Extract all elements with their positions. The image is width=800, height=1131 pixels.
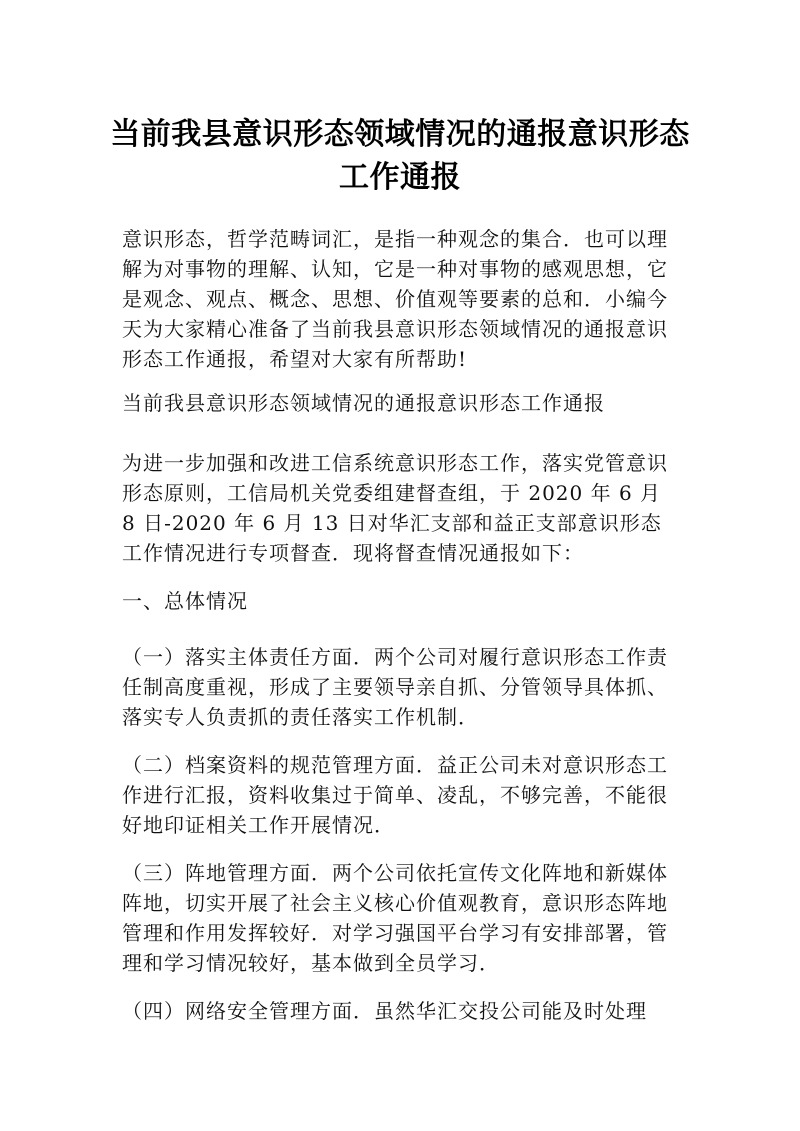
section-paragraph-archives: （二）档案资料的规范管理方面．益正公司未对意识形态工作进行汇报，资料收集过于简单、凌乱，不够完善，不能很好地印证相关工作开展情况． [122, 753, 668, 837]
notice-paragraph: 为进一步加强和改进工信系统意识形态工作，落实党管意识形态原则，工信局机关党委组建督查组，于 2020 年 6 月 8 日-2020 年 6 月 13 日对华汇支部和益正支部意识形态工作情况进行专项督查．现将督查情况通报如下： [122, 451, 668, 565]
document-title: 当前我县意识形态领域情况的通报意识形态工作通报 [110, 117, 690, 195]
section-heading-overall: 一、总体情况 [122, 589, 248, 613]
intro-paragraph: 意识形态，哲学范畴词汇，是指一种观念的集合．也可以理解为对事物的理解、认知，它是一种对事物的感观思想，它是观念、观点、概念、思想、价值观等要素的总和．小编今天为大家精心准备了当前我县意识形态领域情况的通报意识形态工作通报，希望对大家有所帮助! [122, 227, 668, 371]
section-paragraph-network-security: （四）网络安全管理方面．虽然华汇交投公司能及时处理 [122, 999, 647, 1023]
subtitle-paragraph: 当前我县意识形态领域情况的通报意识形态工作通报 [122, 391, 605, 415]
section-paragraph-responsibility: （一）落实主体责任方面．两个公司对履行意识形态工作责任制高度重视，形成了主要领导亲自抓、分管领导具体抓、落实专人负责抓的责任落实工作机制． [122, 645, 668, 729]
section-paragraph-positions: （三）阵地管理方面．两个公司依托宣传文化阵地和新媒体阵地，切实开展了社会主义核心价值观教育，意识形态阵地管理和作用发挥较好．对学习强国平台学习有安排部署，管理和学习情况较好，基本做到全员学习． [122, 861, 668, 975]
